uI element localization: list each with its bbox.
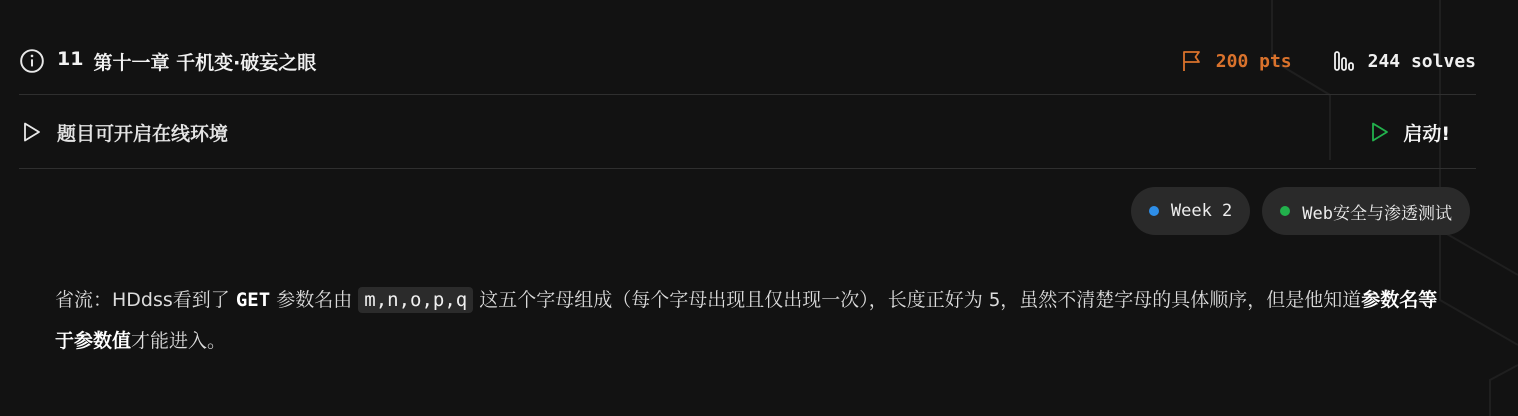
environment-info xyxy=(19,119,228,146)
flag-icon xyxy=(1180,49,1204,73)
environment-label: 题目可开启在线环境 xyxy=(57,122,229,145)
desc-part-1: 省流：HDdss看到了 xyxy=(55,289,230,311)
challenge-description xyxy=(55,280,1455,362)
tag-label: Week 2 xyxy=(1170,201,1233,221)
bar-chart-icon xyxy=(1332,49,1356,73)
start-button-label: 启动! xyxy=(1403,122,1450,145)
environment-row xyxy=(19,96,1476,169)
desc-part-3: 这五个字母组成（每个字母出现且仅出现一次），长度正好为 xyxy=(479,289,983,311)
play-outline-icon xyxy=(19,120,43,144)
info-icon xyxy=(19,48,45,74)
desc-part-4: ，虽然不清楚字母的具体顺序，但是他知道 xyxy=(1000,289,1362,311)
challenge-name: 第十一章 千机变·破妄之眼 xyxy=(93,51,317,74)
desc-get: GET xyxy=(235,289,271,311)
tag-list xyxy=(1131,187,1470,235)
solves-stat xyxy=(1332,49,1476,73)
desc-length: 5 xyxy=(988,289,1001,311)
solves-value: 244 solves xyxy=(1367,50,1476,72)
points-value: 200 pts xyxy=(1215,50,1292,72)
challenge-number: 11 xyxy=(57,47,84,70)
play-icon xyxy=(1367,120,1391,144)
tag-category[interactable] xyxy=(1262,187,1470,235)
start-environment-button[interactable] xyxy=(1367,119,1450,146)
challenge-stats xyxy=(1180,49,1476,73)
tag-dot-blue xyxy=(1149,206,1159,216)
challenge-title xyxy=(57,48,316,75)
tag-label: Web安全与渗透测试 xyxy=(1302,203,1452,224)
title-group xyxy=(19,48,316,75)
desc-part-2: 参数名由 xyxy=(276,289,353,311)
tag-week[interactable] xyxy=(1131,187,1250,235)
points-stat xyxy=(1180,49,1292,73)
desc-emphasis: 参数名等于参数值 xyxy=(55,289,1438,352)
desc-part-5: 才能进入。 xyxy=(131,330,227,352)
tag-dot-green xyxy=(1280,206,1290,216)
challenge-header xyxy=(19,28,1476,95)
desc-params-code: m,n,o,p,q xyxy=(358,287,473,313)
